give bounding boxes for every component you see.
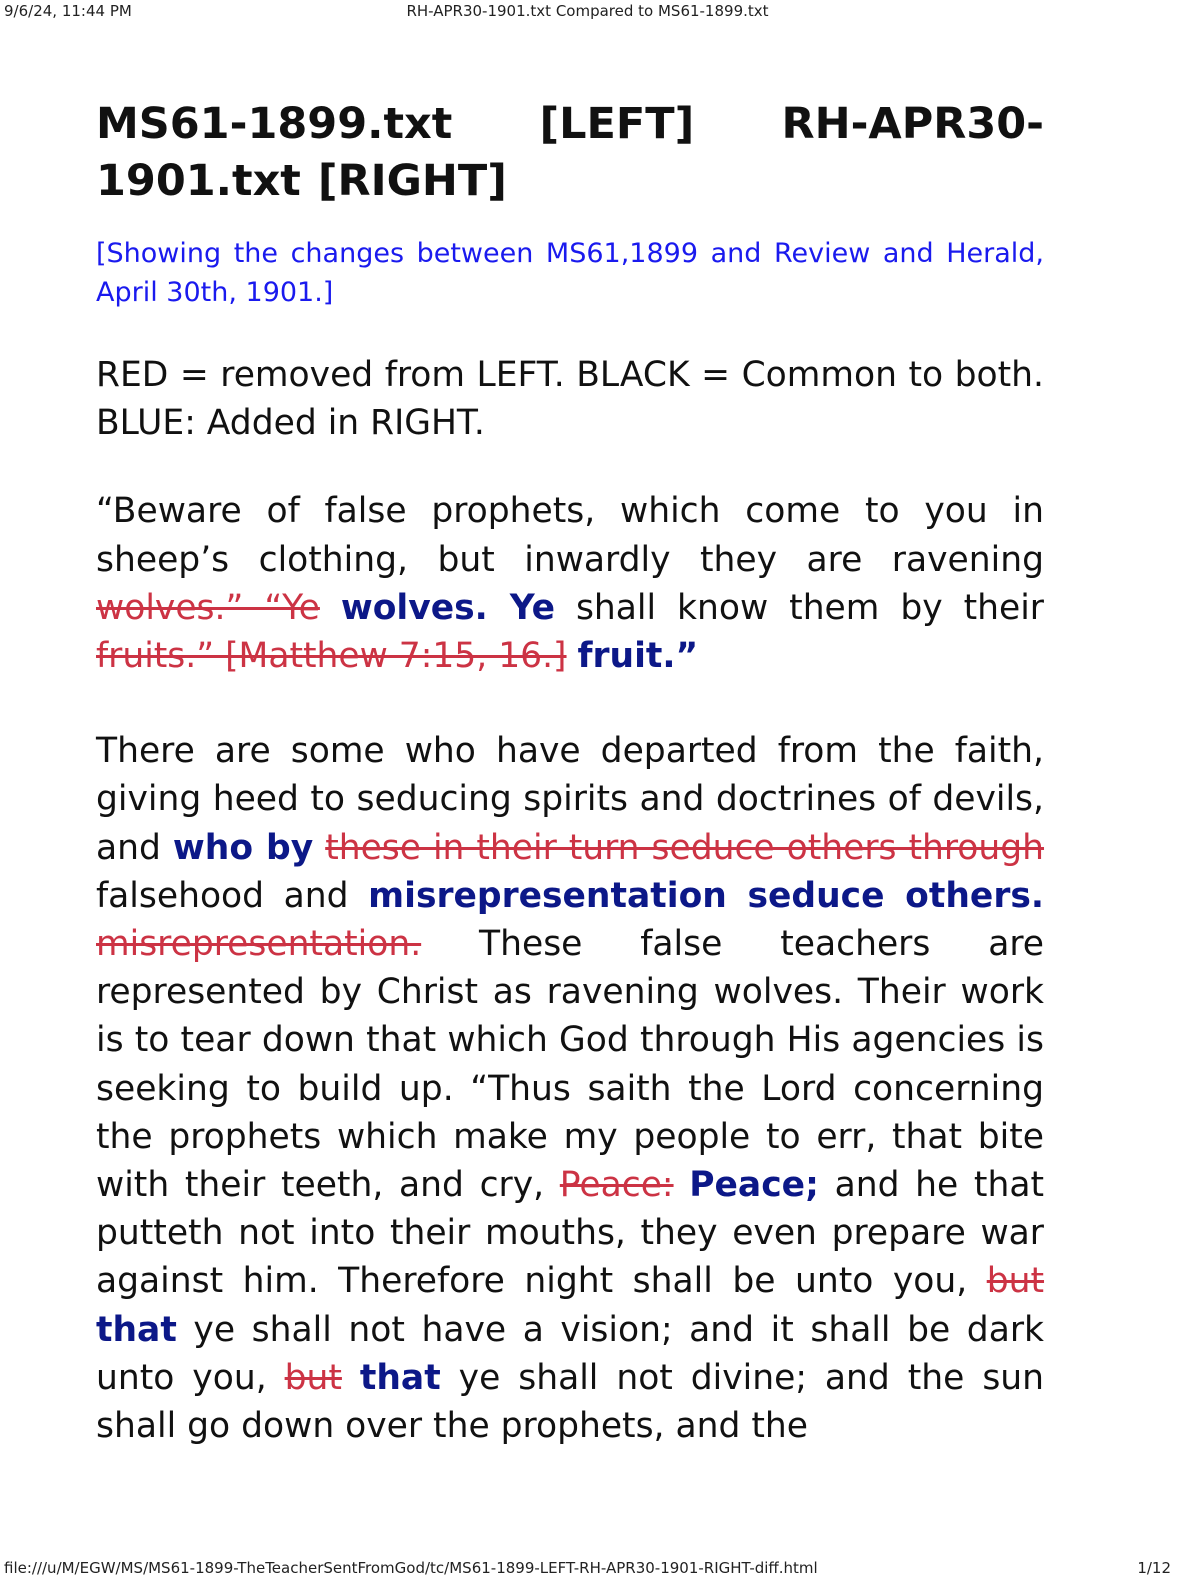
- added-text: Peace;: [689, 1165, 819, 1206]
- common-text: and he that putteth not into their mouths, they even prepare war against him. Therefore night shall be unto you,: [96, 1165, 1044, 1302]
- removed-text: wolves.” “Ye: [96, 587, 320, 628]
- document-body: [96, 96, 1044, 1450]
- common-text: These false teachers are represented by Christ as ravening wolves. Their work is to tear down that which God through His agencies is seeking to build up. “Thus saith the Lord concerning the prophets which make my people to err, that bite with their teeth, and cry,: [96, 924, 1044, 1206]
- page-title: MS61-1899.txt [LEFT] RH-APR30-1901.txt [RIGHT]: [96, 99, 1044, 206]
- added-text: fruit.”: [577, 636, 699, 677]
- added-text: who by: [172, 827, 314, 868]
- print-date: 9/6/24, 11:44 PM: [4, 2, 132, 20]
- diff-paragraph-2: [96, 727, 1044, 1450]
- legend: RED = removed from LEFT. BLACK = Common to both. BLUE: Added in RIGHT.: [96, 355, 1044, 444]
- diff-paragraph-1: [96, 487, 1044, 680]
- common-text: ye shall not have a vision; and it shall be dark unto you,: [96, 1309, 1044, 1398]
- subtitle: [Showing the changes between MS61,1899 and Review and Herald, April 30th, 1901.]: [96, 238, 1044, 308]
- print-header: [4, 2, 1171, 24]
- common-text: ye shall not divine; and the sun shall go down over the prophets, and the: [96, 1357, 1045, 1447]
- removed-text: these in their turn seduce others through: [325, 827, 1045, 868]
- added-text: misrepresentation seduce others.: [368, 875, 1044, 916]
- common-text: There are some who have departed from the faith, giving heed to seducing spirits and doctrines of devils, and: [96, 731, 1044, 868]
- common-text: shall know them by their: [575, 587, 1044, 628]
- print-footer: [4, 1559, 1171, 1581]
- page-number: 1/12: [1137, 1559, 1171, 1577]
- removed-text: misrepresentation.: [96, 924, 422, 965]
- print-url: file:///u/M/EGW/MS/MS61-1899-TheTeacherSentFromGod/tc/MS61-1899-LEFT-RH-APR30-1901-RIGHT-diff.html: [4, 1559, 818, 1577]
- removed-text: Peace:: [559, 1165, 674, 1206]
- common-text: “Beware of false prophets, which come to you in sheep’s clothing, but inwardly they are ravening: [96, 491, 1044, 580]
- added-text: that: [359, 1357, 441, 1398]
- print-title: RH-APR30-1901.txt Compared to MS61-1899.txt: [406, 2, 769, 20]
- removed-text: but: [284, 1357, 342, 1398]
- added-text: wolves. Ye: [340, 587, 555, 628]
- common-text: falsehood and: [96, 875, 349, 916]
- removed-text: fruits.” [Matthew 7:15, 16.]: [96, 636, 567, 677]
- added-text: that: [96, 1309, 177, 1350]
- removed-text: but: [986, 1261, 1045, 1302]
